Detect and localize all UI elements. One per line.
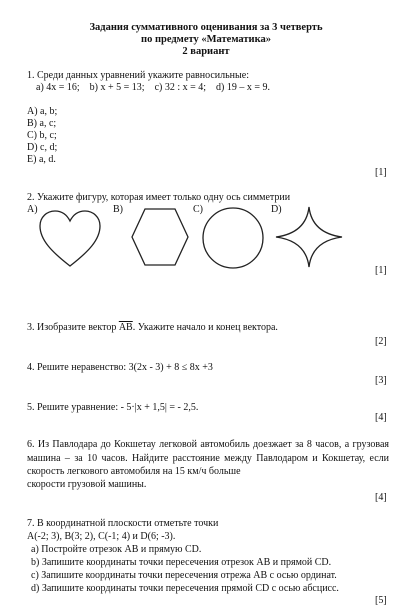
task3-prompt bbox=[27, 322, 278, 333]
task1-score: [1] bbox=[375, 167, 387, 178]
task5-score: [4] bbox=[375, 412, 387, 423]
task7-score: [5] bbox=[375, 595, 387, 606]
vector-ab: $\overline{AB}$ bbox=[118, 322, 133, 333]
task1-option: A) a, b; bbox=[27, 106, 58, 117]
task7-prompt: 7. В координатной плоскости отметьте точки bbox=[27, 518, 219, 529]
task1-option: D) c, d; bbox=[27, 142, 58, 153]
task7-item-c: c) Запишите координаты точки пересечения отрежа AB с осью ординат. bbox=[31, 570, 337, 581]
task1-option: E) a, d. bbox=[27, 154, 56, 165]
heart-shape bbox=[36, 206, 104, 270]
task6-text: 6. Из Павлодара до Кокшетау легковой автомобиль доезжает за 8 часов, а грузовая машина – за 10 часов. Найдите расстояние между Павлодаром и Кокшетау, если скорость легкового автомобиля на 15 км/ч больше bbox=[27, 439, 389, 477]
task7-item-b: b) Запишите координаты точки пересечения отрезок AB и прямой CD. bbox=[31, 557, 332, 568]
task1-prompt: 1. Среди данных уравнений укажите равносильные: bbox=[27, 70, 249, 81]
task3-score: [2] bbox=[375, 336, 387, 347]
task1-option: C) b, c; bbox=[27, 130, 57, 141]
circle-shape bbox=[199, 205, 267, 271]
task3-prompt-start: 3. Изобразите вектор bbox=[27, 322, 119, 333]
header-line-3: 2 вариант bbox=[182, 46, 230, 57]
task2-prompt: 2. Укажите фигуру, которая имеет только одну ось симметрии bbox=[27, 192, 291, 203]
task4-prompt: 4. Решите неравенство: 3(2x - 3) + 8 ≤ 8x +3 bbox=[27, 362, 213, 373]
task7-points: A(-2; 3), B(3; 2), C(-1; 4) и D(6; -3). bbox=[27, 531, 176, 542]
task7-item-d: d) Запишите координаты точки пересечения прямой CD с осью абсцисс. bbox=[31, 583, 339, 594]
shape-label-a: A) bbox=[27, 204, 38, 215]
task2-score: [1] bbox=[375, 265, 387, 276]
four-point-star-shape bbox=[274, 205, 344, 269]
task5-prompt: 5. Решите уравнение: - 5·|x + 1,5| = - 2,5. bbox=[27, 402, 199, 413]
shape-label-b: B) bbox=[113, 204, 123, 215]
header-line-2: по предмету «Математика» bbox=[141, 34, 271, 45]
task4-score: [3] bbox=[375, 375, 387, 386]
task7-item-a: a) Постройте отрезок AB и прямую CD. bbox=[31, 544, 202, 555]
task1-option: B) a, c; bbox=[27, 118, 57, 129]
task1-equations: a) 4x = 16; b) x + 5 = 13; c) 32 : x = 4; d) 19 – x = 9. bbox=[36, 82, 271, 93]
task6-score: [4] bbox=[375, 492, 387, 503]
task6-last-line: скорости грузовой машины. bbox=[27, 479, 147, 490]
shape-label-c: C) bbox=[193, 204, 203, 215]
shape-label-d: D) bbox=[271, 204, 282, 215]
hexagon-shape bbox=[130, 206, 190, 268]
task3-prompt-end: . Укажите начало и конец вектора. bbox=[132, 322, 278, 333]
header-line-1: Задания суммативного оценивания за 3 четверть bbox=[89, 22, 323, 33]
